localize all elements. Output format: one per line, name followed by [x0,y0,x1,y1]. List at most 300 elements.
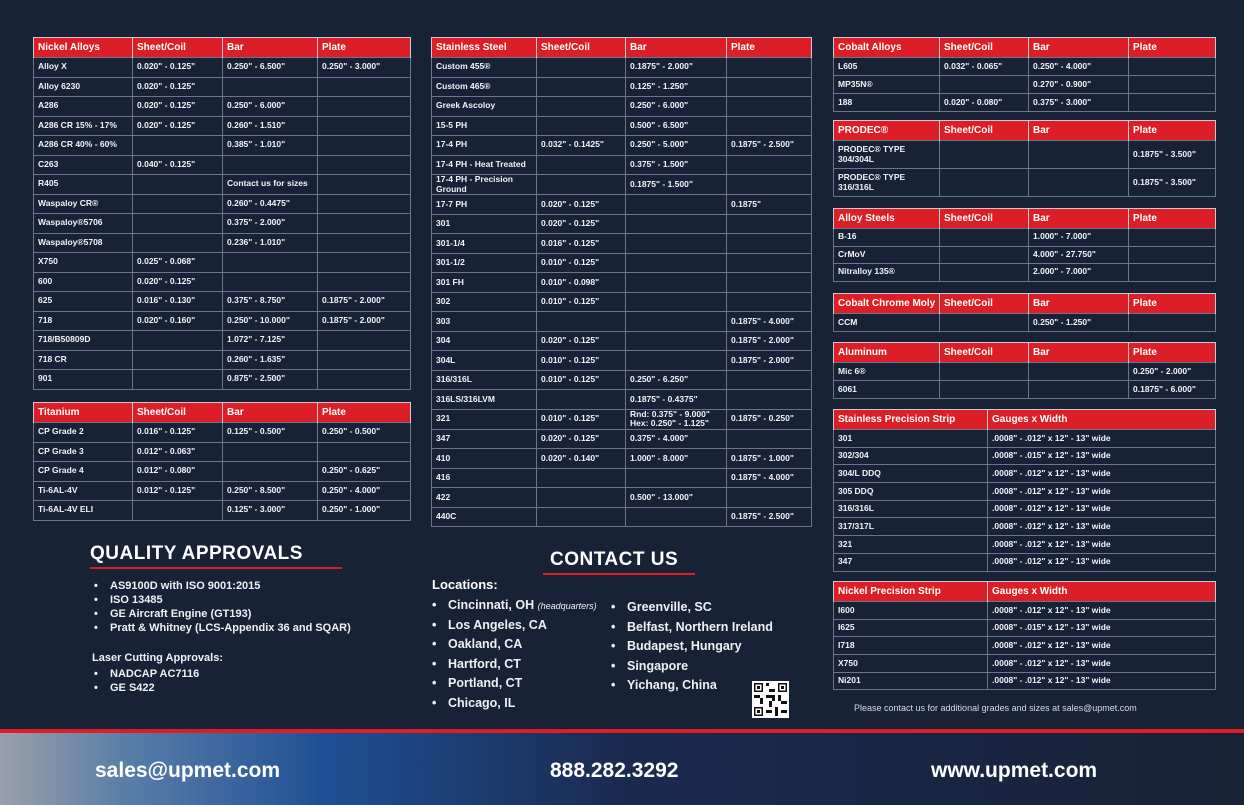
table-row [34,58,411,78]
size-cell: .0008" - .012" x 12" - 13" wide [988,500,1216,518]
size-cell: 0.020" - 0.125" [537,429,626,449]
grade-cell: Custom 465® [432,77,537,97]
size-cell [727,370,812,390]
table-row [834,447,1216,465]
grade-cell: 317/317L [834,518,988,536]
stainless-precision-strip-table [833,409,1216,572]
size-cell [133,331,223,351]
column-header: Stainless Precision Strip [834,410,988,430]
size-cell: 0.010" - 0.125" [537,409,626,429]
size-cell: 1.000" - 7.000" [1029,229,1129,247]
size-cell [1129,94,1216,112]
size-cell: .0008" - .012" x 12" - 13" wide [988,672,1216,690]
grade-cell: 410 [432,449,537,469]
size-cell: 0.1875" - 0.250" [727,409,812,429]
size-cell [1129,76,1216,94]
column-header: Sheet/Coil [133,403,223,423]
size-cell [537,175,626,195]
grade-cell: C263 [34,155,133,175]
alloy-steels-table [833,208,1216,282]
size-cell: 0.020" - 0.140" [537,449,626,469]
size-cell: 0.250" - 0.500" [318,423,411,443]
grade-cell: Alloy 6230 [34,77,133,97]
grade-cell: Alloy X [34,58,133,78]
size-cell [626,351,727,371]
size-cell: 0.250" - 1.250" [1029,314,1129,332]
table-row [432,234,812,254]
size-cell [318,253,411,273]
table-row [34,311,411,331]
size-cell [626,468,727,488]
size-cell [318,97,411,117]
size-cell [223,253,318,273]
grade-cell: 303 [432,312,537,332]
size-cell [940,76,1029,94]
size-cell: 0.260" - 0.4475" [223,194,318,214]
grade-cell: 440C [432,507,537,527]
laser-item: • GE S422 [92,682,199,694]
size-cell: .0008" - .012" x 12" - 13" wide [988,518,1216,536]
location-item [430,598,597,618]
size-cell [318,331,411,351]
table-row [432,292,812,312]
size-cell: 1.000" - 8.000" [626,449,727,469]
grade-cell: PRODEC® TYPE 316/316L [834,169,940,197]
size-cell [626,195,727,215]
size-cell: 0.250" - 2.000" [1129,363,1216,381]
size-cell [1129,264,1216,282]
grade-cell: 321 [432,409,537,429]
size-cell [626,292,727,312]
column-header: Nickel Precision Strip [834,582,988,602]
size-cell: 0.020" - 0.125" [537,195,626,215]
grade-cell: 316LS/316LVM [432,390,537,410]
size-cell: 0.1875" - 1.000" [727,449,812,469]
table-row [34,423,411,443]
quality-item: • AS9100D with ISO 9001:2015 [92,580,351,592]
table-row [432,273,812,293]
grade-cell: Ti-6AL-4V [34,481,133,501]
column-header: Sheet/Coil [940,343,1029,363]
size-cell: 0.1875" - 1.500" [626,175,727,195]
column-header: Sheet/Coil [940,209,1029,229]
size-cell: 0.012" - 0.063" [133,442,223,462]
size-cell [1129,246,1216,264]
size-cell: 0.010" - 0.125" [537,370,626,390]
grade-cell: 301 [834,430,988,448]
grade-cell: Nitralloy 135® [834,264,940,282]
table-row [834,169,1216,197]
size-cell: 0.1875" - 2.000" [318,311,411,331]
footer-phone[interactable]: 888.282.3292 [550,759,679,782]
locations-list-left [430,598,597,715]
size-cell [318,350,411,370]
size-cell [537,312,626,332]
column-header: Sheet/Coil [940,294,1029,314]
column-header: Gauges x Width [988,410,1216,430]
grade-cell: 718/B50809D [34,331,133,351]
size-cell: 0.020" - 0.160" [133,311,223,331]
grade-cell: 347 [432,429,537,449]
table-row [834,314,1216,332]
column-header: Bar [1029,121,1129,141]
table-row [432,312,812,332]
table-header-row [834,38,1216,58]
size-cell: .0008" - .012" x 12" - 13" wide [988,483,1216,501]
table-row [834,500,1216,518]
table-row [34,442,411,462]
size-cell: 0.020" - 0.125" [133,116,223,136]
quality-approvals-list [92,580,351,636]
table-row [432,175,812,195]
size-cell [1029,363,1129,381]
column-header: Sheet/Coil [940,38,1029,58]
size-cell: 0.270" - 0.900" [1029,76,1129,94]
size-cell: 2.000" - 7.000" [1029,264,1129,282]
size-cell [537,488,626,508]
location-item: • Oakland, CA [430,637,597,657]
table-row [432,390,812,410]
size-cell: 0.1875" - 3.500" [1129,141,1216,169]
table-row [34,272,411,292]
grade-cell: 718 [34,311,133,331]
table-row [834,141,1216,169]
size-cell: 0.250" - 3.000" [318,58,411,78]
size-cell [626,253,727,273]
table-row [432,409,812,429]
grade-cell: 625 [34,292,133,312]
size-cell [318,136,411,156]
grade-cell: 301 [432,214,537,234]
footer-website[interactable]: www.upmet.com [931,759,1098,782]
size-cell: 1.072" - 7.125" [223,331,318,351]
grade-cell: R405 [34,175,133,195]
grade-cell: Waspaloy CR® [34,194,133,214]
table-header-row [834,343,1216,363]
table-row [432,351,812,371]
table-row [834,483,1216,501]
column-header: Bar [626,38,727,58]
grade-cell: Ti-6AL-4V ELI [34,501,133,521]
grade-cell: 316/316L [432,370,537,390]
grade-cell: 422 [432,488,537,508]
column-header: Plate [1129,209,1216,229]
table-row [834,430,1216,448]
table-row [432,214,812,234]
table-row [834,637,1216,655]
grade-cell: I718 [834,637,988,655]
size-cell [626,234,727,254]
size-cell [1129,229,1216,247]
size-cell: 0.010" - 0.098" [537,273,626,293]
grade-cell: A286 CR 15% - 17% [34,116,133,136]
size-cell [727,175,812,195]
grade-cell: 17-7 PH [432,195,537,215]
table-row [834,536,1216,554]
size-cell [626,331,727,351]
grade-cell: CrMoV [834,246,940,264]
size-cell: 0.125" - 3.000" [223,501,318,521]
size-cell: .0008" - .015" x 12" - 13" wide [988,447,1216,465]
size-cell [727,234,812,254]
size-cell: 0.1875" - 2.000" [318,292,411,312]
grade-cell: I600 [834,602,988,620]
grade-cell: 6061 [834,381,940,399]
size-cell: 0.010" - 0.125" [537,351,626,371]
grade-cell: 316/316L [834,500,988,518]
column-header: Bar [1029,209,1129,229]
column-header: Gauges x Width [988,582,1216,602]
grade-cell: 901 [34,370,133,390]
size-cell: 0.1875" - 3.500" [1129,169,1216,197]
size-cell [1029,169,1129,197]
column-header: PRODEC® [834,121,940,141]
size-cell: Rnd: 0.375" - 9.000" Hex: 0.250" - 1.125" [626,409,727,429]
table-row [432,468,812,488]
cobalt-alloys-table [833,37,1216,112]
size-cell [940,264,1029,282]
size-cell: 0.1875" - 6.000" [1129,381,1216,399]
size-cell: 0.250" - 0.625" [318,462,411,482]
table-row [34,77,411,97]
table-header-row [834,209,1216,229]
laser-cutting-label: Laser Cutting Approvals: [92,652,223,664]
column-header: Bar [1029,343,1129,363]
grade-cell: Custom 455® [432,58,537,78]
column-header: Nickel Alloys [34,38,133,58]
location-item: • Chicago, IL [430,696,597,716]
locations-list-right [609,600,773,698]
table-row [834,264,1216,282]
contact-title-underline [543,573,695,575]
size-cell: 0.010" - 0.125" [537,292,626,312]
column-header: Bar [223,38,318,58]
table-row [432,488,812,508]
grade-cell: MP35N® [834,76,940,94]
size-cell: .0008" - .012" x 12" - 13" wide [988,655,1216,673]
size-cell: 0.016" - 0.130" [133,292,223,312]
table-row [834,229,1216,247]
size-cell [727,77,812,97]
location-item: • Belfast, Northern Ireland [609,620,773,640]
table-row [834,76,1216,94]
table-row [834,518,1216,536]
size-cell [223,272,318,292]
table-row [834,465,1216,483]
size-cell: 0.250" - 5.000" [626,136,727,156]
size-cell [537,97,626,117]
size-cell [1129,58,1216,76]
table-header-row [34,38,411,58]
column-header: Plate [318,38,411,58]
column-header: Bar [223,403,318,423]
size-cell [318,370,411,390]
qr-code-icon[interactable] [752,681,789,718]
size-cell [727,97,812,117]
size-cell: 0.250" - 4.000" [1029,58,1129,76]
grade-cell: 301-1/4 [432,234,537,254]
table-row [34,97,411,117]
grade-cell: 305 DDQ [834,483,988,501]
size-cell: 0.500" - 6.500" [626,116,727,136]
size-cell [223,77,318,97]
size-cell [727,390,812,410]
size-cell: 0.020" - 0.080" [940,94,1029,112]
column-header: Plate [1129,38,1216,58]
column-header: Sheet/Coil [940,121,1029,141]
size-cell [940,246,1029,264]
size-cell: .0008" - .012" x 12" - 13" wide [988,602,1216,620]
size-cell [318,442,411,462]
grade-cell: 304 [432,331,537,351]
size-cell: 0.260" - 1.510" [223,116,318,136]
grade-cell: 15-5 PH [432,116,537,136]
size-cell [940,363,1029,381]
grade-cell: CP Grade 4 [34,462,133,482]
size-cell [727,273,812,293]
size-cell [223,462,318,482]
titanium-table [33,402,411,521]
size-cell [727,58,812,78]
grade-cell: X750 [834,655,988,673]
size-cell: .0008" - .012" x 12" - 13" wide [988,553,1216,571]
size-cell: 0.375" - 3.000" [1029,94,1129,112]
size-cell: .0008" - .012" x 12" - 13" wide [988,430,1216,448]
size-cell [133,501,223,521]
grade-cell: A286 CR 40% - 60% [34,136,133,156]
size-cell: 0.125" - 0.500" [223,423,318,443]
size-cell: 0.1875" - 2.500" [727,507,812,527]
size-cell [133,233,223,253]
table-row [34,481,411,501]
grade-cell: 301-1/2 [432,253,537,273]
size-cell: 0.032" - 0.1425" [537,136,626,156]
table-row [432,116,812,136]
grade-cell: Greek Ascoloy [432,97,537,117]
size-cell: 0.236" - 1.010" [223,233,318,253]
table-row [834,602,1216,620]
size-cell [133,370,223,390]
size-cell [626,273,727,293]
table-row [834,246,1216,264]
table-row [834,363,1216,381]
column-header: Bar [1029,294,1129,314]
size-cell: 0.375" - 8.750" [223,292,318,312]
size-cell: .0008" - .012" x 12" - 13" wide [988,465,1216,483]
table-row [834,655,1216,673]
stainless-steel-table [431,37,812,527]
location-item: • Los Angeles, CA [430,618,597,638]
table-row [432,155,812,175]
table-row [34,331,411,351]
footer-bar [0,733,1244,805]
table-row [34,116,411,136]
size-cell [318,116,411,136]
column-header: Titanium [34,403,133,423]
grade-cell: PRODEC® TYPE 304/304L [834,141,940,169]
table-row [34,214,411,234]
prodec-table [833,120,1216,197]
table-header-row [834,294,1216,314]
table-row [34,175,411,195]
quality-item: • GE Aircraft Engine (GT193) [92,608,351,620]
size-cell: 0.032" - 0.065" [940,58,1029,76]
size-cell [1029,381,1129,399]
table-row [834,94,1216,112]
size-cell: 0.1875" - 2.500" [727,136,812,156]
size-cell [537,468,626,488]
laser-item: • NADCAP AC7116 [92,668,199,680]
size-cell [727,488,812,508]
size-cell: 0.1875" - 4.000" [727,468,812,488]
location-item: • Budapest, Hungary [609,639,773,659]
column-header: Plate [1129,294,1216,314]
size-cell [537,77,626,97]
grade-cell: 600 [34,272,133,292]
table-row [834,553,1216,571]
grade-cell: 302 [432,292,537,312]
size-cell [727,429,812,449]
location-item: • Portland, CT [430,676,597,696]
column-header: Plate [727,38,812,58]
size-cell: Contact us for sizes [223,175,318,195]
size-cell: 0.250" - 1.000" [318,501,411,521]
size-cell: 0.020" - 0.125" [537,214,626,234]
cobalt-chrome-moly-table [833,293,1216,332]
size-cell: 0.020" - 0.125" [133,58,223,78]
grade-cell: CP Grade 2 [34,423,133,443]
grade-cell: 304/L DDQ [834,465,988,483]
size-cell [318,214,411,234]
table-row [34,501,411,521]
contact-note: Please contact us for additional grades and sizes at sales@upmet.com [854,703,1137,713]
table-row [432,331,812,351]
size-cell [940,381,1029,399]
size-cell: 0.1875" - 0.4375" [626,390,727,410]
size-cell [940,229,1029,247]
table-row [34,233,411,253]
size-cell: 0.375" - 2.000" [223,214,318,234]
size-cell: 0.020" - 0.125" [133,272,223,292]
table-row [834,619,1216,637]
grade-cell: 17-4 PH [432,136,537,156]
locations-label: Locations: [432,577,498,592]
table-header-row [834,121,1216,141]
size-cell [318,272,411,292]
table-row [432,429,812,449]
size-cell [940,314,1029,332]
grade-cell: B-16 [834,229,940,247]
size-cell [1029,141,1129,169]
size-cell: 0.375" - 1.500" [626,155,727,175]
grade-cell: A286 [34,97,133,117]
grade-cell: 304L [432,351,537,371]
size-cell: 0.375" - 4.000" [626,429,727,449]
size-cell: .0008" - .012" x 12" - 13" wide [988,536,1216,554]
size-cell: 0.010" - 0.125" [537,253,626,273]
grade-cell: Ni201 [834,672,988,690]
size-cell [626,312,727,332]
size-cell [626,507,727,527]
table-row [34,292,411,312]
column-header: Plate [1129,121,1216,141]
table-row [432,253,812,273]
column-header: Aluminum [834,343,940,363]
footer-email[interactable]: sales@upmet.com [95,759,281,782]
location-item: • Yichang, China [609,678,773,698]
size-cell [133,214,223,234]
column-header: Bar [1029,38,1129,58]
